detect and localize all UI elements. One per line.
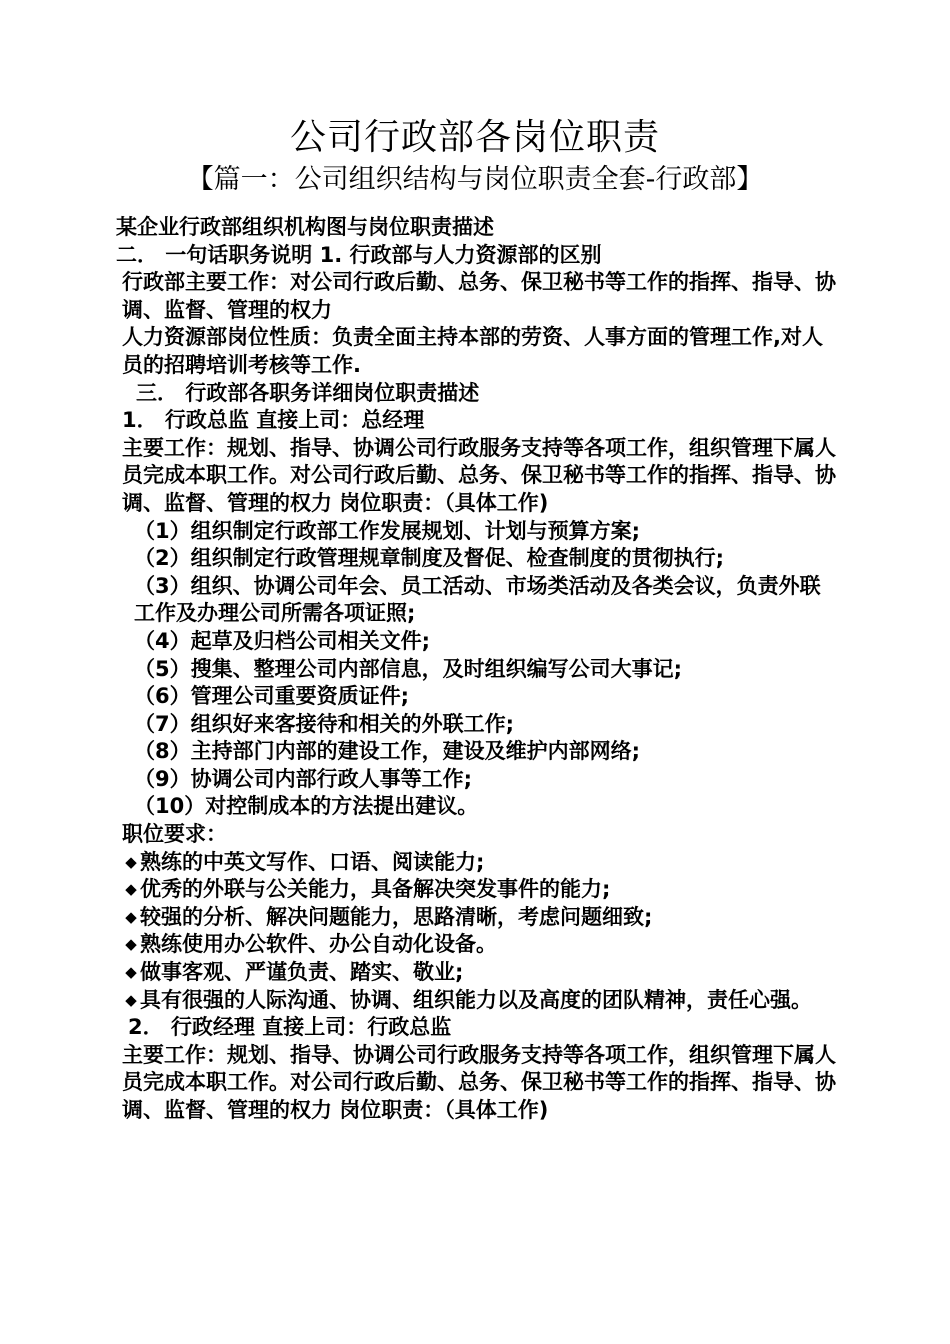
requirement-item [116,931,840,959]
duty-item: （3）组织、协调公司年会、员工活动、市场类活动及各类会议，负责外联工作及办理公司所需各项证照; [134,573,821,626]
role-2-main-work: 主要工作：规划、指导、协调公司行政服务支持等各项工作，组织管理下属人员完成本职工作。对公司行政后勤、总务、保卫秘书等工作的指挥、指导、协调、监督、管理的权力 岗位职责：（具体工作) [122,1042,836,1122]
role-1-title: 1． 行政总监 直接上司：总经理 [122,408,425,433]
diamond-bullet-icon: ◆ [125,963,137,982]
requirement-text: 较强的分析、解决问题能力，思路清晰，考虑问题细致; [140,904,653,929]
requirement-text: 做事客观、严谨负责、踏实、敬业; [140,960,464,985]
admin-main-work-paragraph: 行政部主要工作：对公司行政后勤、总务、保卫秘书等工作的指挥、指导、协调、监督、管理的权力 [122,270,836,322]
requirement-text: 熟练的中英文写作、口语、阅读能力; [140,849,485,874]
duty-item: （9）协调公司内部行政人事等工作; [134,766,473,791]
duty-item: （4）起草及归档公司相关文件; [134,628,431,653]
requirement-text: 熟练使用办公软件、办公自动化设备。 [140,932,497,957]
duty-item: （10）对控制成本的方法提出建议。 [134,794,479,819]
duty-item: （7）组织好来客接待和相关的外联工作; [134,711,515,736]
requirement-item [116,876,840,904]
document-title: 公司行政部各岗位职责 [289,117,660,158]
requirement-text: 优秀的外联与公关能力，具备解决突发事件的能力; [140,877,611,902]
section-heading: 某企业行政部组织机构图与岗位职责描述 [116,215,494,239]
duty-item: （8）主持部门内部的建设工作，建设及维护内部网络; [134,739,641,764]
requirement-item [116,959,840,987]
section-2-heading: 二． 一句话职务说明 1. 行政部与人力资源部的区别 [116,242,602,267]
duty-item: （2）组织制定行政管理规章制度及督促、检查制度的贯彻执行; [134,546,725,571]
requirement-text: 具有很强的人际沟通、协调、组织能力以及高度的团队精神，责任心强。 [140,987,812,1012]
diamond-bullet-icon: ◆ [125,907,137,926]
diamond-bullet-icon: ◆ [125,852,137,871]
duty-item: （5）搜集、整理公司内部信息，及时组织编写公司大事记; [134,656,683,681]
requirement-item [116,849,840,877]
document-subtitle: 【篇一：公司组织结构与岗位职责全套-行政部】 [186,164,764,195]
diamond-bullet-icon: ◆ [125,935,137,954]
duty-item: （6）管理公司重要资质证件; [134,684,410,709]
requirement-item [116,904,840,932]
duty-item: （1）组织制定行政部工作发展规划、计划与预算方案; [134,518,641,543]
document-body [116,214,840,1125]
diamond-bullet-icon: ◆ [125,880,137,899]
requirement-item [116,987,840,1015]
section-3-heading: 三． 行政部各职务详细岗位职责描述 [136,380,480,405]
requirements-label: 职位要求： [122,822,227,847]
hr-nature-paragraph: 人力资源部岗位性质：负责全面主持本部的劳资、人事方面的管理工作,对人员的招聘培训考核等工作. [122,325,823,377]
role-2-title: 2． 行政经理 直接上司：行政总监 [128,1015,452,1040]
role-1-main-work: 主要工作：规划、指导、协调公司行政服务支持等各项工作，组织管理下属人员完成本职工作。对公司行政后勤、总务、保卫秘书等工作的指挥、指导、协调、监督、管理的权力 岗位职责：（具体工作) [122,435,836,515]
diamond-bullet-icon: ◆ [125,990,137,1009]
